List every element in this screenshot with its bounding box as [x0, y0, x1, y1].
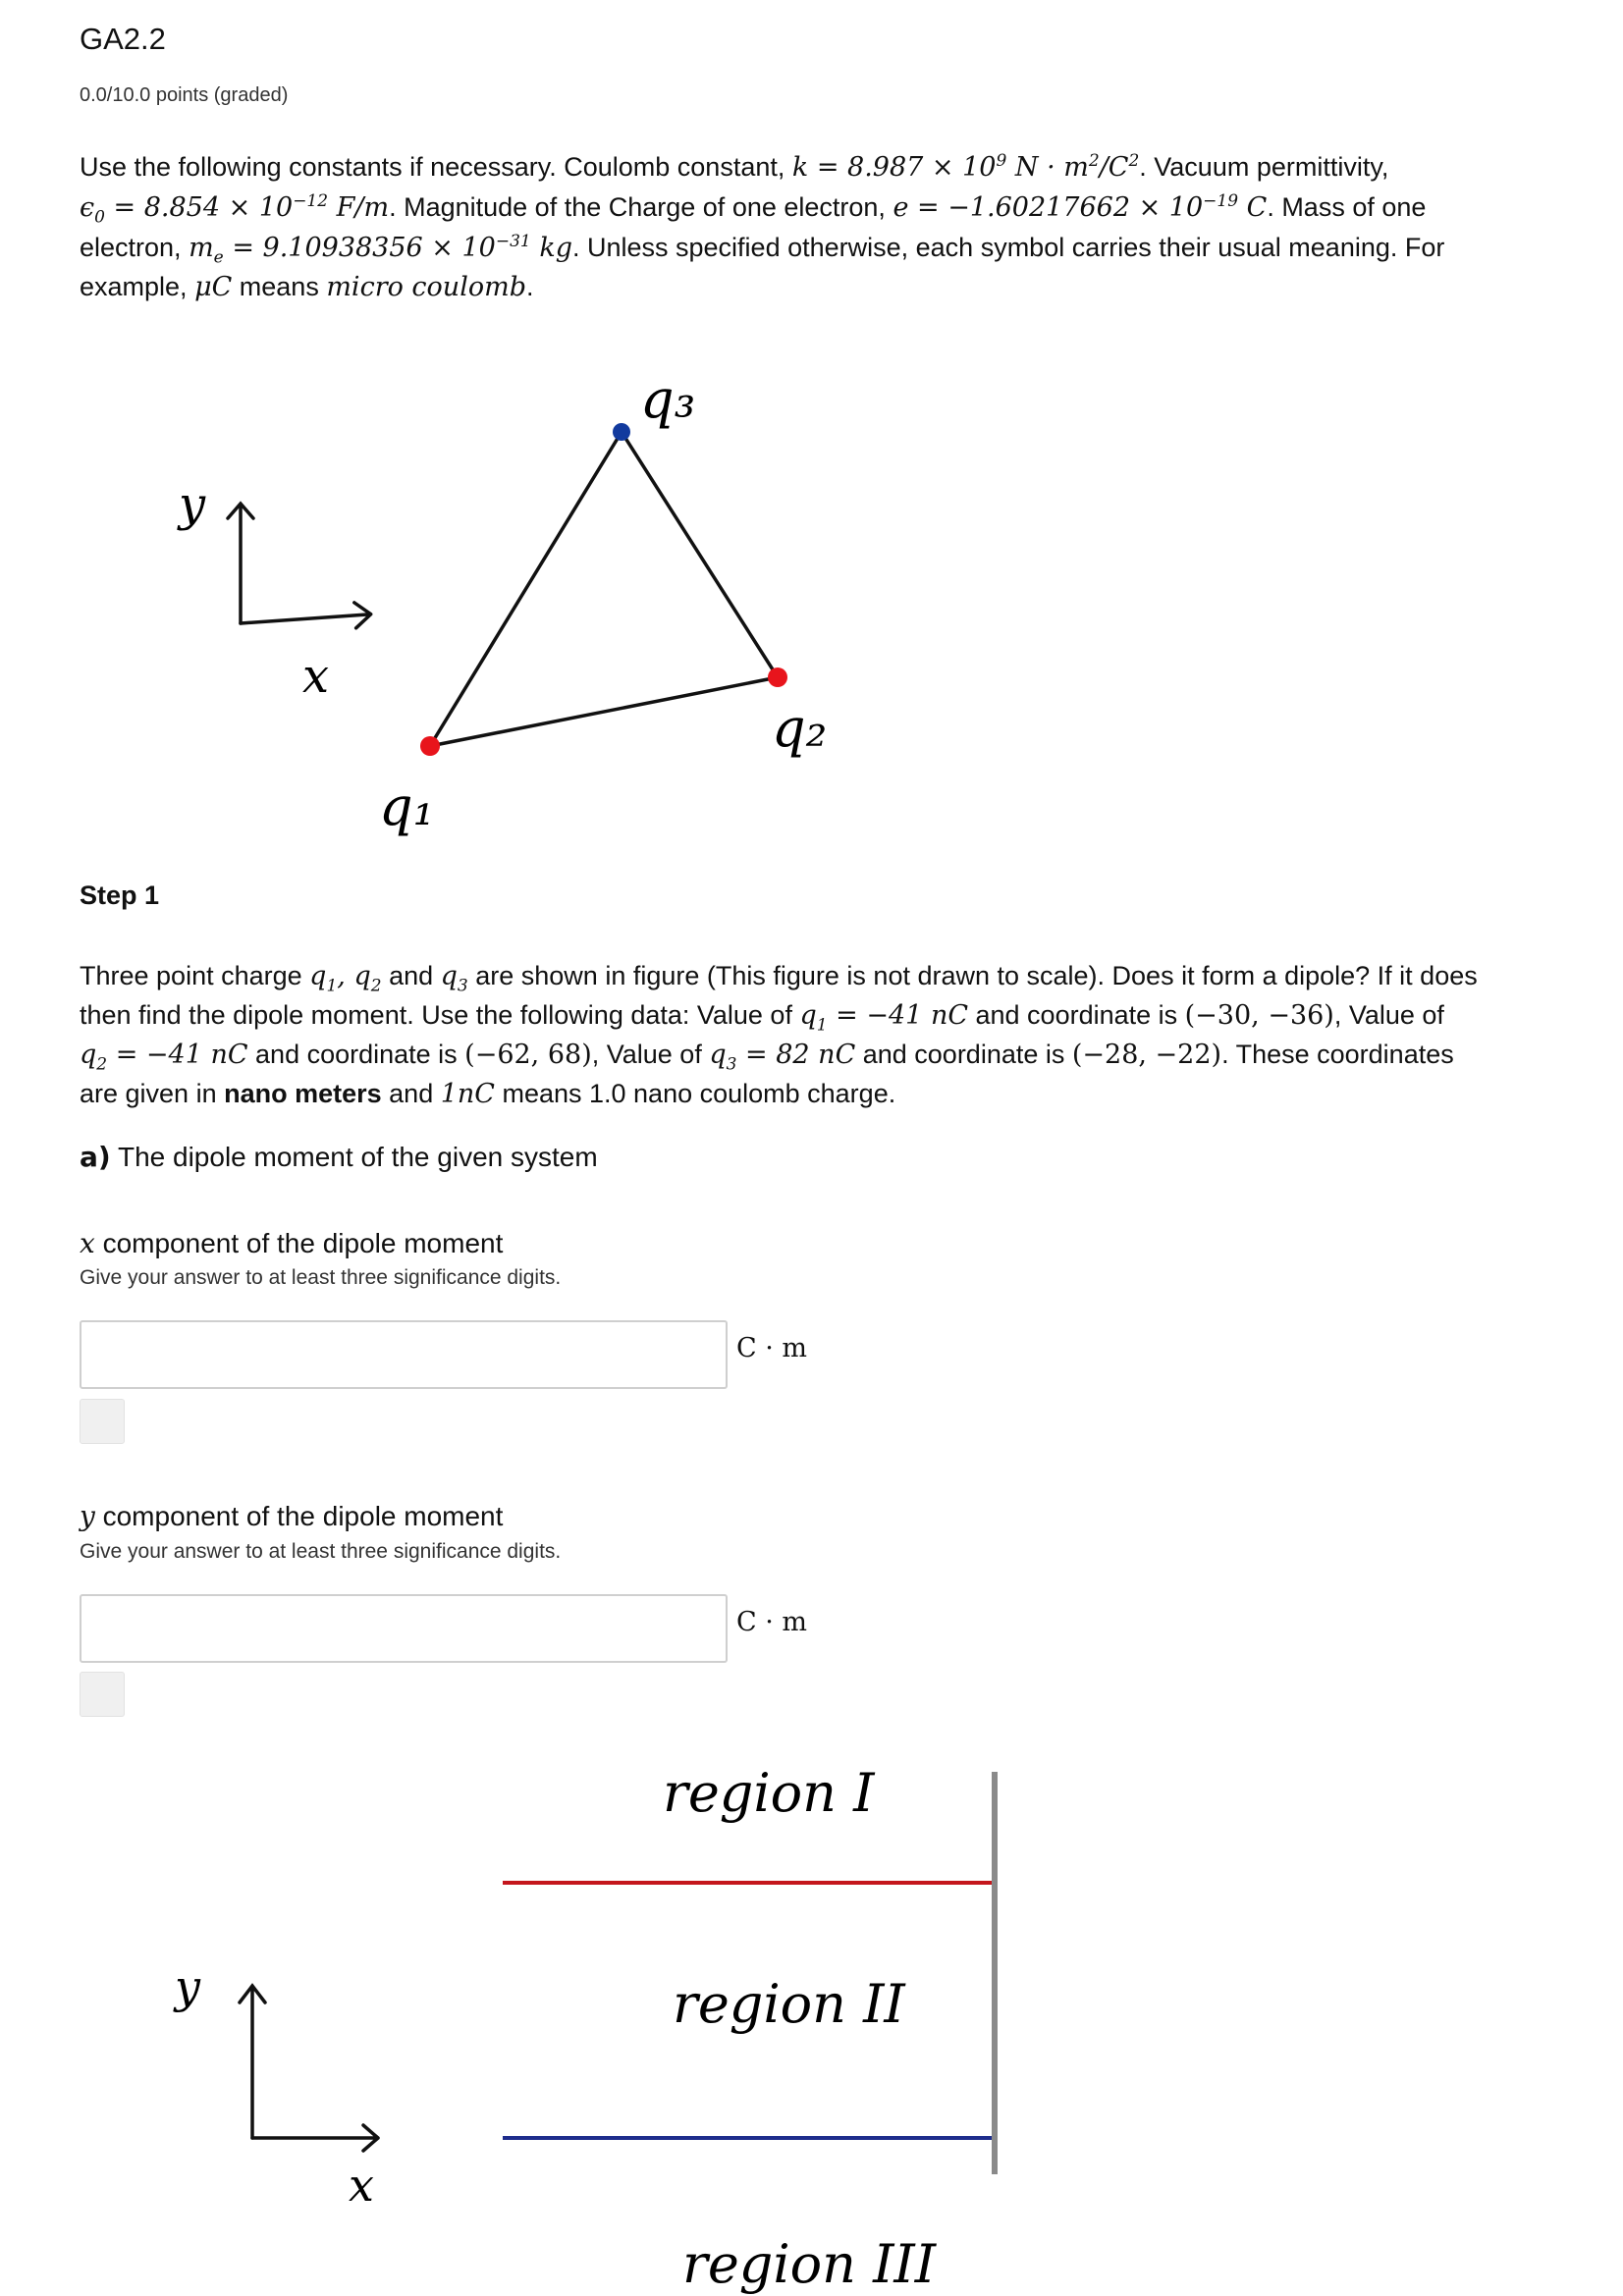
x-component-input[interactable] [80, 1320, 728, 1389]
step-line-3: $q_2 = -41$ nC and coordinate is (−62, 68), Value of $q_3 = 82$ nC and coordinate is (−28, −22). These coordinates [80, 1040, 1454, 1075]
y-axis-label-2: y [175, 1960, 200, 2013]
constants-line-2: $\epsilon_0 = 8.854 \times 10^{-12}$ F/m. Magnitude of the Charge of one electron, $e = -1.60217662 \times 10^{-19}$ C. Mass of one [80, 191, 1427, 228]
regions-figure [0, 1737, 1080, 2296]
constants-line-1: Use the following constants if necessary. Coulomb constant, $k = 8.987 \times 10^9$ $N \cdot m^2/C^2$. Vacuum permittivity, [80, 151, 1389, 183]
x-axis-arrow [240, 602, 371, 636]
x-axis-label-2: x [349, 2159, 374, 2212]
x-component-hint: Give your answer to at least three significance digits. [80, 1266, 562, 1289]
charge-q1-dot [420, 736, 440, 756]
charge-q2-label: q₂ [772, 697, 828, 759]
x-component-status-box [80, 1399, 125, 1444]
step-line-1: Three point charge $q_1$, $q_2$ and $q_3$ are shown in figure (This figure is not drawn to scale). Does it form a dipole? If it does [80, 961, 1478, 996]
points-graded: 0.0/10.0 points (graded) [80, 84, 289, 106]
triangle-side-q1-q2 [430, 677, 778, 746]
y-component-unit: C · m [736, 1607, 808, 1637]
charge-q2-dot [768, 667, 787, 687]
problem-title: GA2.2 [80, 22, 166, 56]
region-3-label: region III [682, 2233, 937, 2295]
triangle-side-q1-q3 [430, 432, 622, 746]
charge-q3-label: q₃ [640, 368, 696, 430]
part-a-heading: a) The dipole moment of the given system [80, 1141, 598, 1173]
electron-charge: $e = -1.60217662 \times 10^{-19}$ C [893, 191, 1268, 223]
step-line-2: then find the dipole moment. Use the following data: Value of $q_1 = -41$ nC and coordinate is (−30, −36), Value of [80, 1000, 1444, 1036]
charge-q3-dot [613, 423, 630, 441]
triangle-side-q3-q2 [622, 432, 778, 677]
step-line-4: are given in nano meters and 1nC means 1.0 nano coulomb charge. [80, 1079, 896, 1109]
y-axis-label: y [179, 477, 206, 532]
x-component-unit: C · m [736, 1333, 808, 1363]
coulomb-constant: $k = 8.987 \times 10^9$ $N \cdot m^2/C^2$ [791, 151, 1140, 183]
electron-mass: $m_e = 9.10938356 \times 10^{-31}$ kg [189, 232, 572, 268]
x-axis-arrow-2 [252, 2125, 378, 2151]
y-component-status-box [80, 1672, 125, 1717]
vacuum-permittivity: $\epsilon_0 = 8.854 \times 10^{-12}$ F/m [80, 191, 390, 228]
charge-q1-label: q₁ [379, 775, 435, 837]
y-component-label: y component of the dipole moment [80, 1500, 504, 1532]
region-1-label: region I [663, 1762, 875, 1824]
x-axis-label: x [302, 649, 330, 704]
y-axis-arrow-2 [240, 1986, 265, 2138]
y-axis-arrow [228, 504, 253, 623]
step-label: Step 1 [80, 881, 160, 910]
y-component-hint: Give your answer to at least three significance digits. [80, 1540, 562, 1563]
constants-line-3: electron, $m_e = 9.10938356 \times 10^{-31}$ kg. Unless specified otherwise, each symbol carries their usual meaning. For [80, 232, 1445, 268]
intro-text: Use the following constants if necessary. Coulomb constant, [80, 152, 792, 182]
charge-triangle-figure [0, 324, 1080, 874]
y-component-input[interactable] [80, 1594, 728, 1663]
x-component-label: x component of the dipole moment [80, 1227, 504, 1259]
constants-line-4: example, μC means micro coulomb. [80, 272, 534, 302]
region-2-label: region II [673, 1973, 905, 2035]
